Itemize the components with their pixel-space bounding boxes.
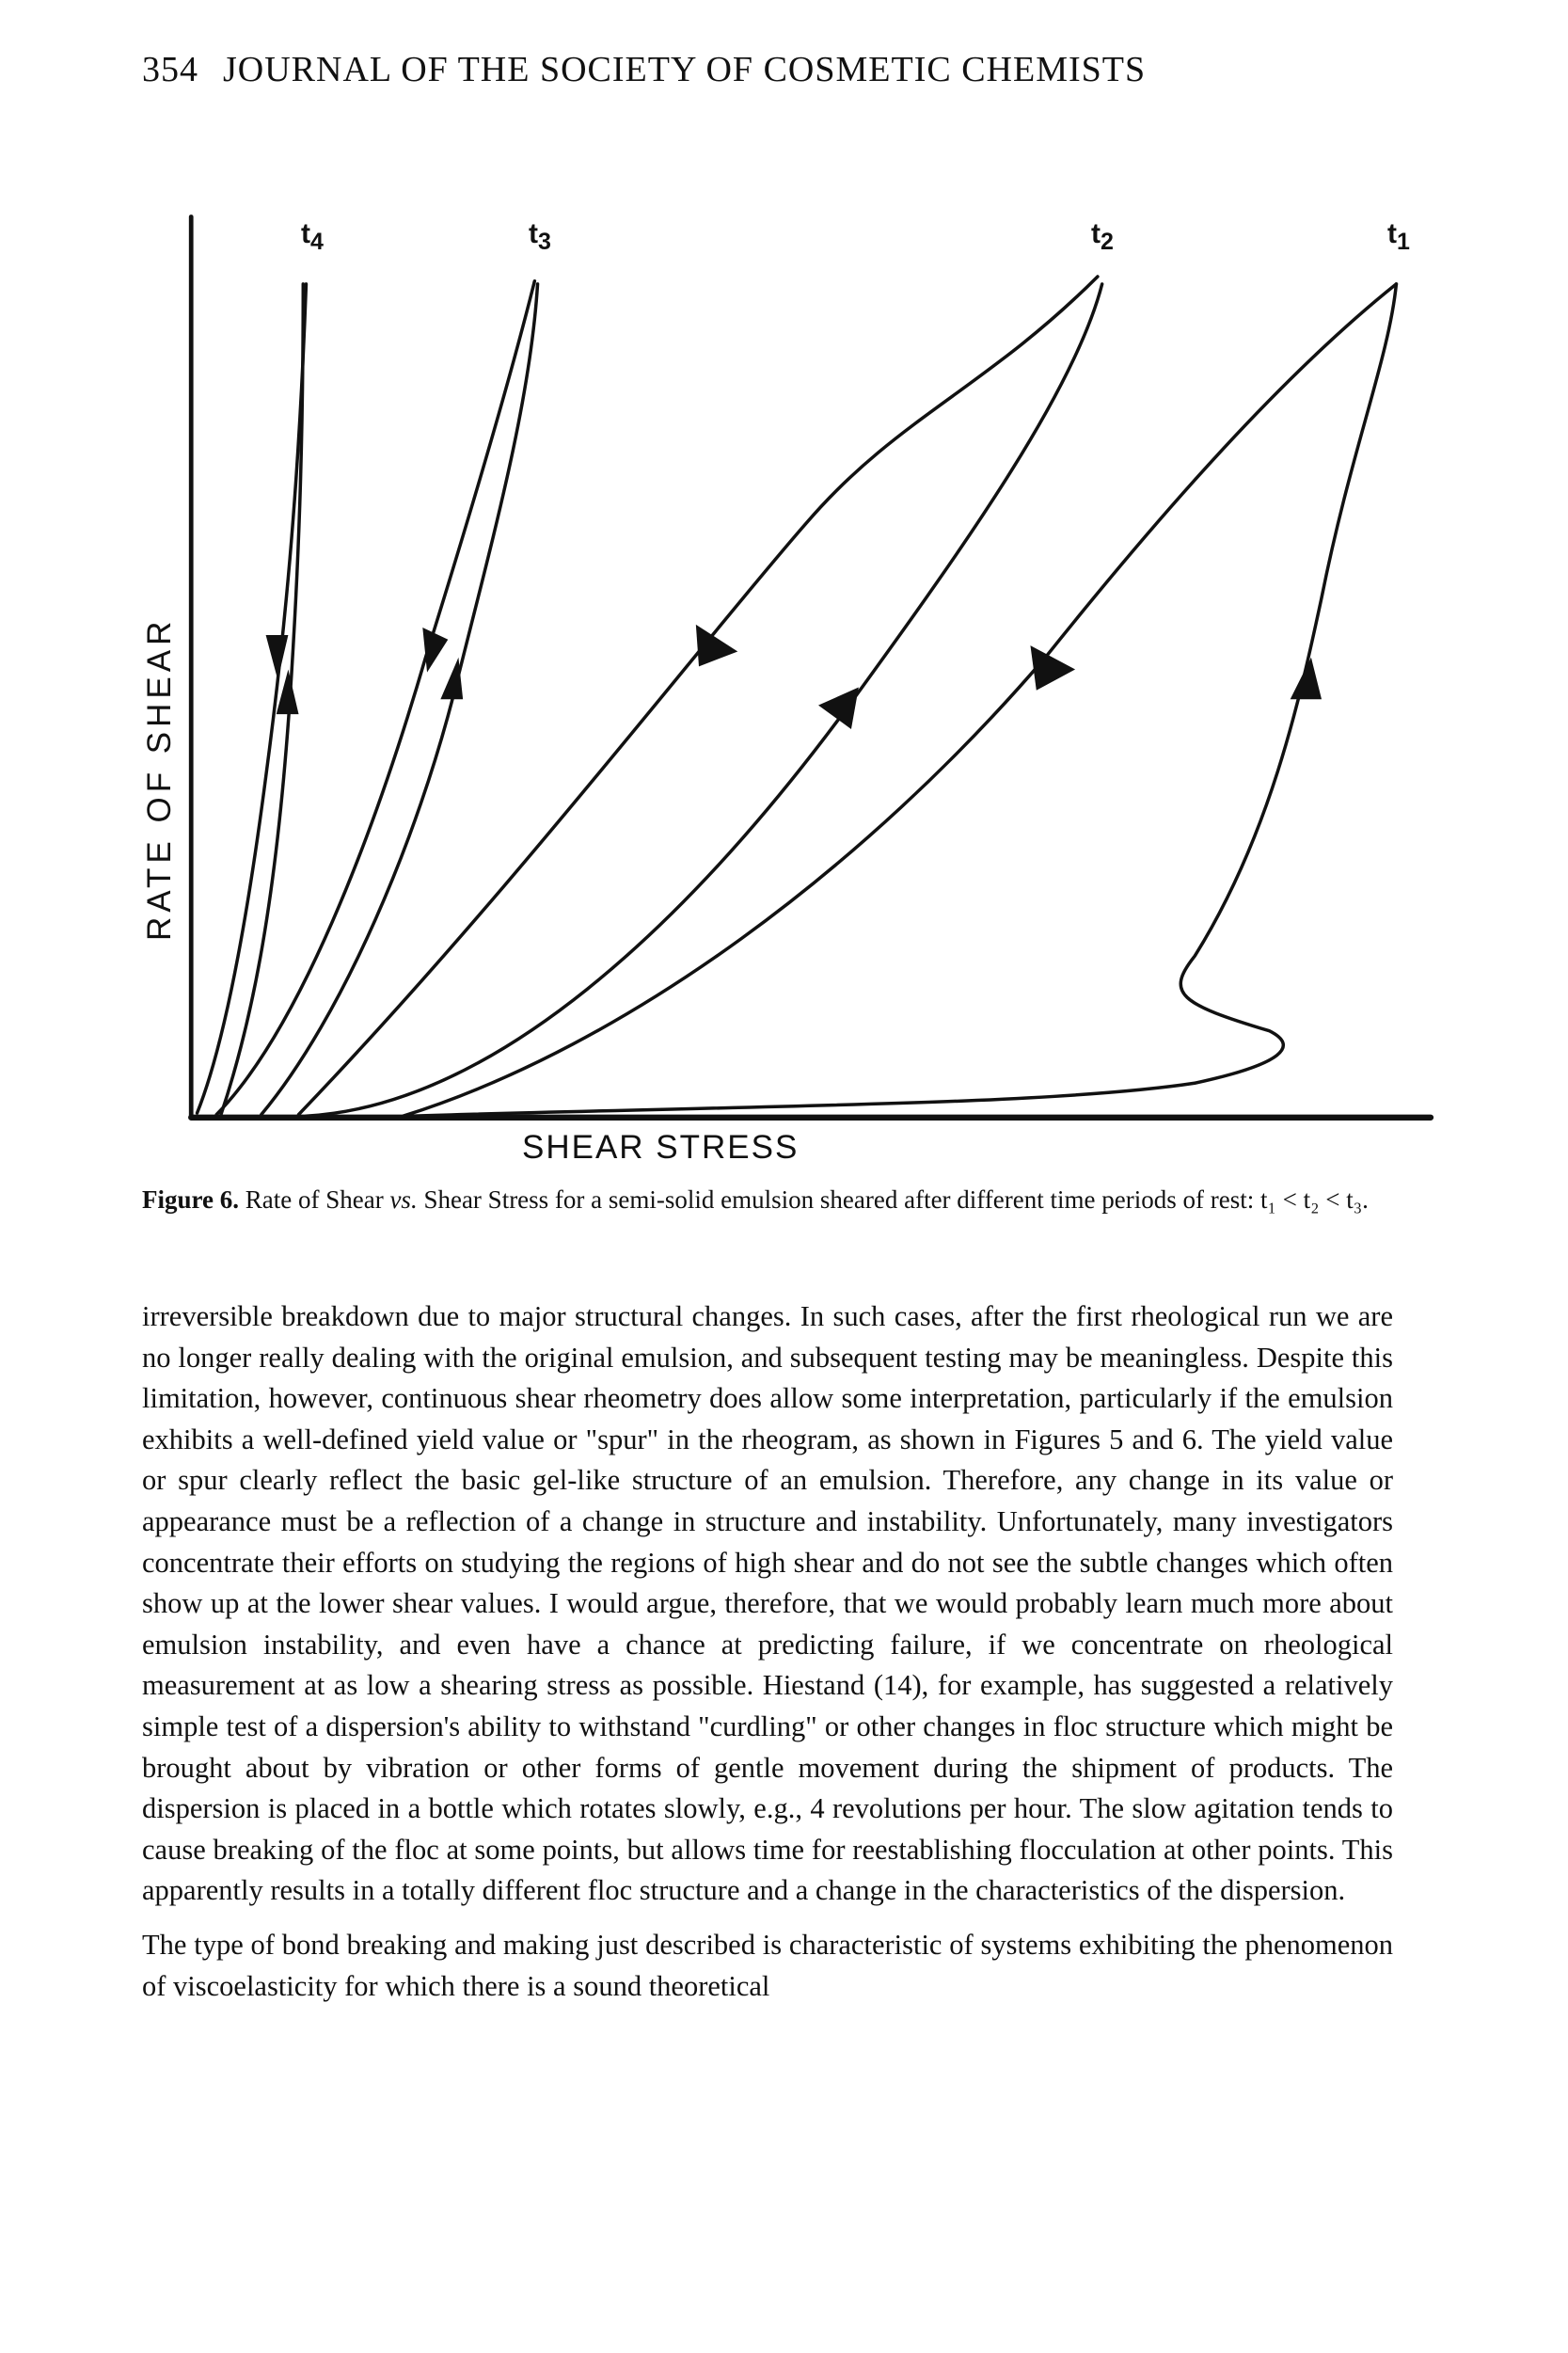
body-text [142, 1296, 1393, 2020]
curve-t2-up [306, 284, 1101, 1116]
series-label-t1: $t_1$ [1387, 218, 1410, 255]
arrow-t1-down [1030, 645, 1075, 691]
y-axis-label: RATE OF SHEAR [141, 616, 178, 941]
journal-title: JOURNAL OF THE SOCIETY OF COSMETIC CHEMISTS [223, 50, 1147, 89]
curve-t1-up [411, 284, 1397, 1116]
caption-text-b: Shear Stress for a semi-solid emulsion sheared after different time periods of rest: t₁ < t₂ < t₃. [417, 1185, 1369, 1214]
caption-text-a: Rate of Shear [245, 1185, 390, 1214]
arrow-t2-up [818, 688, 859, 729]
arrow-t3-down [422, 628, 448, 673]
series-label-t4: $t_4$ [301, 218, 324, 255]
figure-caption [142, 1181, 1398, 1218]
curve-t2-down [299, 277, 1098, 1115]
paragraph: The type of bond breaking and making just described is characteristic of systems exhibiting the phenomenon of viscoelasticity for which there is a sound theoretical [142, 1928, 1393, 2002]
caption-vs: vs. [389, 1185, 418, 1214]
page-number: 354 [142, 50, 198, 89]
caption-label: Figure 6. [142, 1185, 239, 1214]
x-axis-label: SHEAR STRESS [522, 1129, 800, 1166]
arrow-t3-up [440, 658, 463, 699]
series-label-t2: $t_2$ [1091, 218, 1114, 255]
curve-t3-down [216, 281, 534, 1115]
arrow-t4-down [266, 635, 289, 680]
paragraph: irreversible breakdown due to major structural changes. In such cases, after the first rheological run we are no longer really dealing with the original emulsion, and subsequent testing may be meaningless. Despite this limitation, however, continuous shear rheometry does allow some interpretation, particularly if the emulsion exhibits a well-defined yield value or "spur" in the rheogram, as shown in Figures 5 and 6. The yield value or spur clearly reflect the basic gel-like structure of an emulsion. Therefore, any change in its value or appearance must be a reflection of a change in structure and instability. Unfortunately, many investigators concentrate their efforts on studying the regions of high shear and do not see the subtle changes which often show up at the lower shear values. I would argue, therefore, that we would probably learn much more about emulsion instability, and even have a chance at predicting failure, if we concentrate on rheological measurement at as low a shearing stress as possible. Hiestand (14), for example, has suggested a relatively simple test of a dispersion's ability to withstand "curdling" or other changes in floc structure which might be brought about by vibration or other forms of gentle movement during the shipment of products. The dispersion is placed in a bottle which rotates slowly, e.g., 4 revolutions per hour. The slow agitation tends to cause breaking of the floc at some points, but allows time for reestablishing flocculation at other points. This apparently results in a totally different floc structure and a change in the characteristics of the dispersion. [142, 1300, 1393, 1907]
curve-t1-down [404, 284, 1397, 1116]
series-label-t3: $t_3$ [529, 218, 551, 255]
